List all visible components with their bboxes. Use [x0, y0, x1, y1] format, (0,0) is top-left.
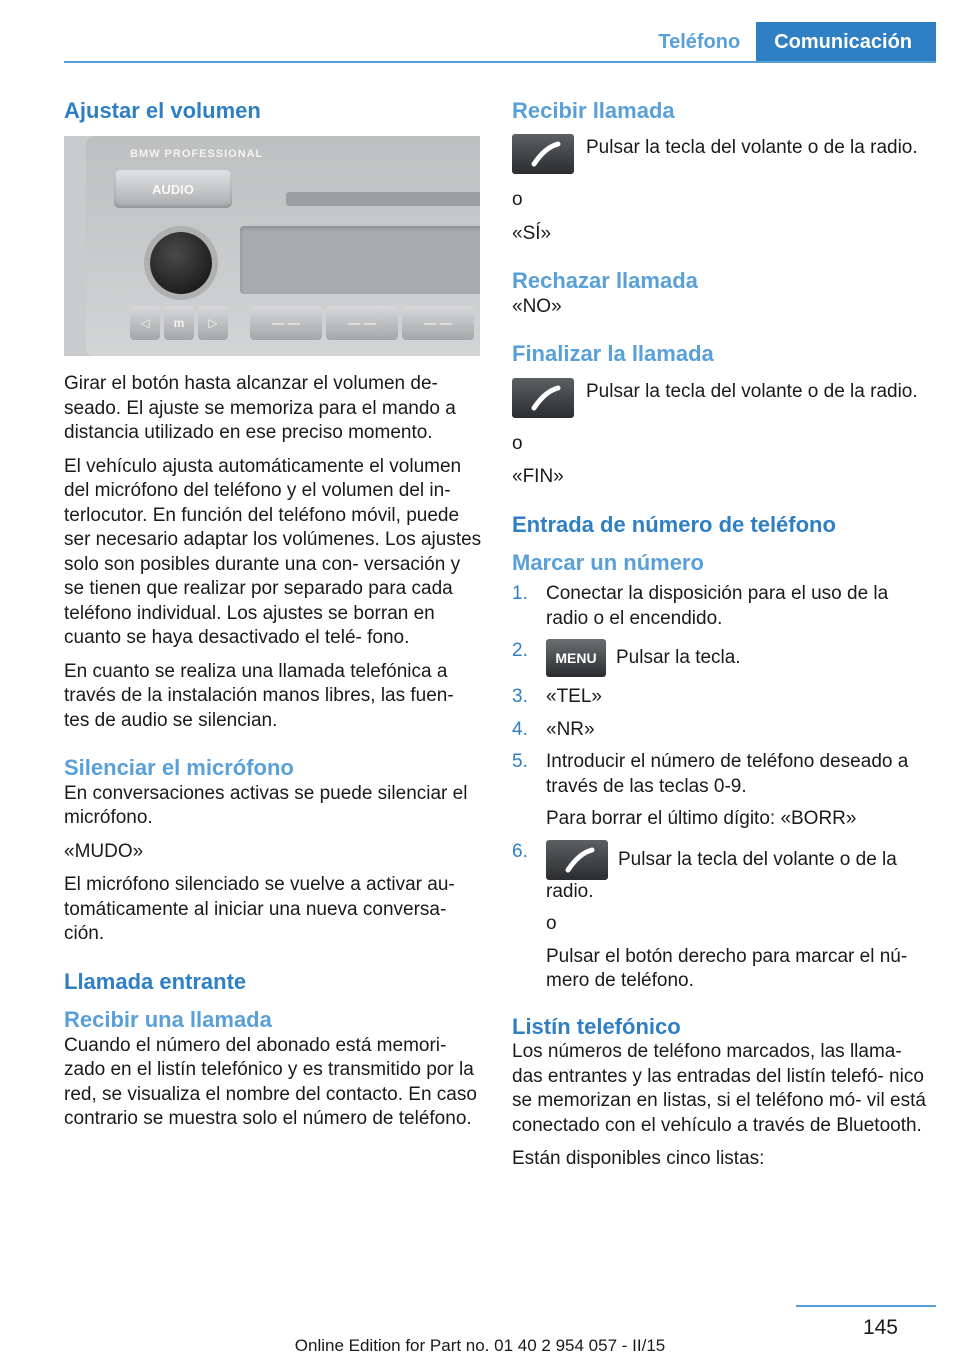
- left-column: [64, 98, 482, 1132]
- paragraph-or: o: [512, 189, 523, 211]
- radio-preset-button: — —: [250, 306, 322, 340]
- steps-list: [512, 582, 930, 994]
- menu-command: «NO»: [512, 295, 562, 317]
- radio-m-button: m: [164, 306, 194, 340]
- paragraph: El micrófono silenciado se vuelve a activar au- tomáticamente al iniciar una nueva conversa- ción.: [64, 874, 455, 945]
- radio-next-button: ▷: [198, 306, 228, 340]
- list-item: 1. Conectar la disposición para el uso de la radio o el encendido.: [512, 583, 889, 629]
- footer-edition: Online Edition for Part no. 01 40 2 954 057 - II/15: [294, 1336, 666, 1355]
- phone-key-row: [512, 378, 930, 418]
- list-item: 4. «NR»: [512, 718, 595, 740]
- paragraph: El vehículo ajusta automáticamente el volumen del micrófono del teléfono y el volumen del in- terlocutor. En función del teléfono móvil, puede ser necesario adaptar los volúmenes. Los ajustes solo son posibles durante una con- versación y se tienen que realizar por separado para cada teléfono individual. Los ajustes se borran en cuanto se haya desactivado el telé- fono.: [64, 455, 482, 649]
- radio-illustration: [64, 136, 480, 356]
- heading-incoming-call: Llamada entrante: [64, 968, 247, 994]
- phone-handset-icon: [512, 378, 574, 418]
- list-item: 6. Pulsar la tecla del volante o de la radio. o Pulsar el botón derecho para marcar el nú- mero de teléfono.: [512, 840, 908, 992]
- list-item: 5. Introducir el número de teléfono deseado a través de las teclas 0‑9. Para borrar el último dígito: «BORR»: [512, 751, 909, 830]
- radio-preset-button: — —: [402, 306, 474, 340]
- heading-end-call: Finalizar la llamada: [512, 341, 714, 367]
- paragraph: Girar el botón hasta alcanzar el volumen de- seado. El ajuste se memoriza para el mando a distancia utilizado en ese preciso momento.: [64, 373, 456, 444]
- menu-command: «FIN»: [512, 466, 564, 488]
- phone-handset-icon: [546, 840, 608, 880]
- radio-prev-button: ◁: [130, 306, 160, 340]
- paragraph: Pulsar la tecla del volante o de la radio.: [586, 137, 918, 159]
- radio-buttons: [130, 306, 474, 340]
- menu-command: «SÍ»: [512, 222, 552, 244]
- radio-cd-slot: [286, 192, 480, 206]
- radio-display: [240, 226, 480, 294]
- heading-receive-call: Recibir una llamada: [64, 1007, 272, 1033]
- radio-brand-text: BMW PROFESSIONAL: [130, 148, 264, 161]
- paragraph: En conversaciones activas se puede silenciar el micrófono.: [64, 782, 468, 829]
- heading-volume: Ajustar el volumen: [64, 98, 261, 123]
- header-tabs: [642, 22, 936, 62]
- heading-reject-call: Rechazar llamada: [512, 268, 698, 294]
- phone-key-row: [512, 134, 930, 174]
- tab-section: Teléfono: [658, 30, 741, 53]
- menu-command: «MUDO»: [64, 840, 144, 862]
- menu-key-icon: MENU: [546, 639, 606, 677]
- volume-knob-icon: [150, 232, 212, 294]
- right-column: [512, 98, 930, 1172]
- radio-preset-button: — —: [326, 306, 398, 340]
- paragraph: Cuando el número del abonado está memori- zado en el listín telefónico y es transmitido por la red, se visualiza el nombre del contacto. En caso contrario se muestra solo el número de teléfono.: [64, 1034, 477, 1130]
- paragraph: En cuanto se realiza una llamada telefónica a través de la instalación manos libres, las fuen- tes de audio se silencian.: [64, 660, 454, 731]
- paragraph: Pulsar la tecla del volante o de la radio.: [586, 380, 918, 402]
- heading-mute: Silenciar el micrófono: [64, 755, 294, 781]
- footer-rule: [796, 1305, 936, 1307]
- list-item: 2. MENU Pulsar la tecla.: [512, 639, 930, 677]
- page-number: 145: [862, 1316, 898, 1339]
- phone-handset-icon: [512, 134, 574, 174]
- paragraph: Están disponibles cinco listas:: [512, 1148, 765, 1170]
- heading-number-entry: Entrada de número de teléfono: [512, 511, 836, 537]
- paragraph: Los números de teléfono marcados, las llama- das entrantes y las entradas del listín telefó- nico se memorizan en listas, si el teléfono mó- vil está conectado con el vehículo a través de Bluetooth.: [512, 1041, 926, 1136]
- heading-dial-number: Marcar un número: [512, 550, 704, 576]
- heading-accept-call: Recibir llamada: [512, 98, 675, 123]
- radio-audio-button: AUDIO: [114, 170, 232, 208]
- heading-phonebook: Listín telefónico: [512, 1013, 681, 1039]
- header-rule: [64, 61, 936, 63]
- list-item: 3. «TEL»: [512, 686, 602, 708]
- paragraph-or: o: [512, 432, 523, 454]
- tab-chapter: Comunicación: [756, 22, 936, 62]
